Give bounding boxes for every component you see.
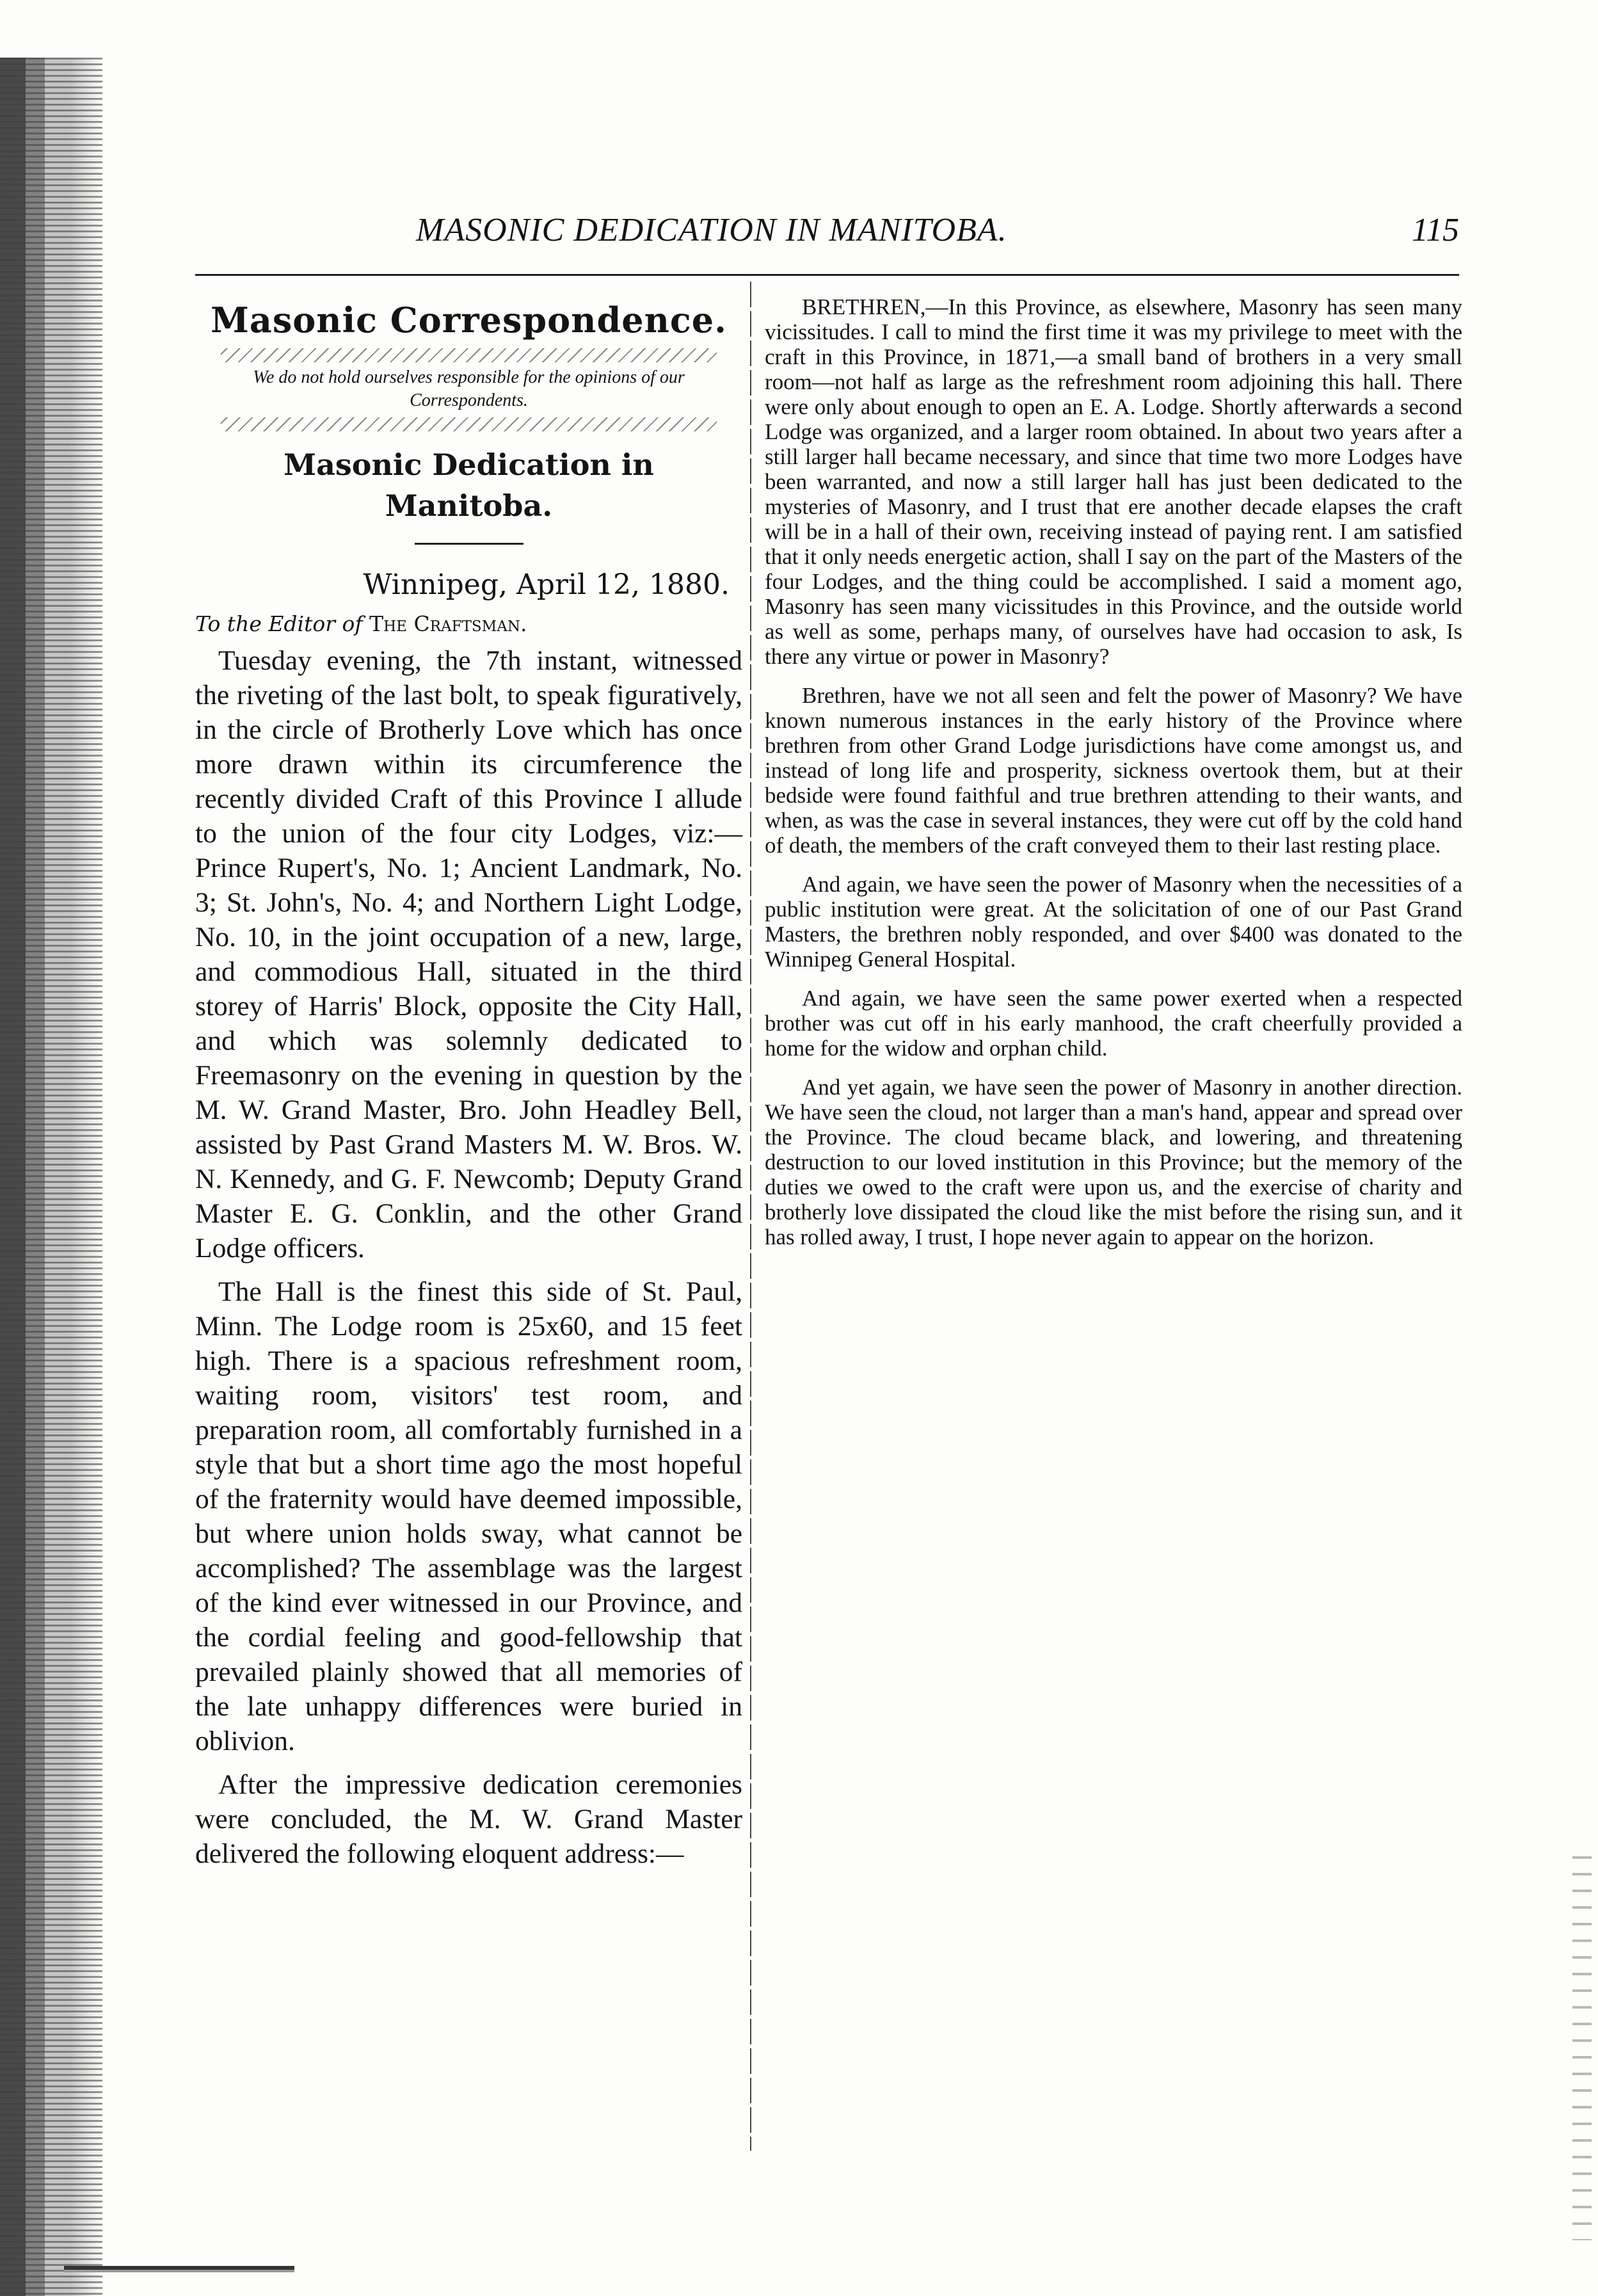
right-body (765, 294, 1462, 1249)
ornamental-rule (221, 417, 717, 431)
paragraph: The Hall is the finest this side of St. Paul, Minn. The Lodge room is 25x60, and 15 feet high. There is a spacious refreshment room, waiting room, visitors' test room, and preparation room, all comfortably furnished in a style that but a short time ago the most hopeful of the fraternity would have deemed impossible, but where union holds sway, what cannot be accomplished? The assemblage was the largest of the kind ever witnessed in our Province, and the cordial feeling and good-fellowship that prevailed plainly showed that all memories of the late unhappy differences were buried in oblivion. (195, 1276, 742, 1756)
left-column (195, 294, 742, 1880)
left-body (195, 643, 742, 1871)
paragraph: And yet again, we have seen the power of Masonry in another direction. We have seen the cloud, not larger than a man's hand, appear and spread over the Province. The cloud became black, and lowering, and threatening destruction to our loved institution in this Province; but the memory of the duties we owed to the craft were upon us, and the exercise of charity and brotherly love dissipated the cloud like the mist before the rising sun, and it has rolled away, I trust, I hope never again to appear on the horizon. (765, 1075, 1462, 1249)
paragraph: Brethren, have we not all seen and felt the power of Masonry? We have known numerous instances in the early history of the Province where brethren from other Grand Lodge jurisdictions have come amongst us, and instead of long life and prosperity, sickness overtook them, but at their bedside were found faithful and true brethren attending to their wants, and when, as was the case in several instances, they were cut off by the cold hand of death, the members of the craft conveyed them to their last resting place. (765, 683, 1462, 858)
paragraph: After the impressive dedication ceremonies were concluded, the M. W. Grand Master delivered the following eloquent address:— (195, 1769, 742, 1869)
paragraph: And again, we have seen the power of Masonry when the necessities of a public institution were great. At the solicitation of one of our Past Grand Masters, the brethren nobly responded, and over $400 was donated to the Winnipeg General Hospital. (765, 872, 1462, 972)
right-column (765, 294, 1462, 1264)
ornamental-rule (221, 348, 717, 362)
binding-gutter (0, 58, 102, 2296)
page-edge-marks (1572, 1856, 1592, 2240)
article-title: Masonic Dedication in Manitoba. (284, 447, 654, 523)
header-rule (195, 274, 1459, 276)
running-header (416, 211, 1459, 262)
binding-gutter-bottom (64, 2266, 294, 2279)
paragraph: Tuesday evening, the 7th instant, witnessed the riveting of the last bolt, to speak figuratively, in the circle of Brotherly Love which has once more drawn within its circumference the recently divided Craft of this Province I allude to the union of the four city Lodges, viz:—Prince Rupert's, No. 1; Ancient Landmark, No. 3; St. John's, No. 4; and Northern Light Lodge, No. 10, in the joint occupation of a new, large, and commodious Hall, situated in the third storey of Harris' Block, opposite the City Hall, and which was solemnly dedicated to Freemasonry on the evening in question by the M. W. Grand Master, Bro. John Headley Bell, assisted by Past Grand Masters M. W. Bros. W. N. Kennedy, and G. F. Newcomb; Deputy Grand Master E. G. Conklin, and the other Grand Lodge officers. (195, 645, 742, 1264)
page-number: 115 (1411, 212, 1459, 248)
column-divider (750, 282, 751, 2151)
editorial-disclaimer: We do not hold ourselves responsible for the opinions of our Correspondents. (253, 367, 685, 410)
running-title: MASONIC DEDICATION IN MANITOBA. (416, 212, 1007, 248)
paragraph: And again, we have seen the same power exerted when a respected brother was cut off in his early manhood, the craft cheerfully provided a home for the widow and orphan child. (765, 986, 1462, 1061)
dateline: Winnipeg, April 12, 1880. (363, 568, 730, 601)
salutation (195, 610, 742, 638)
paragraph: BRETHREN,—In this Province, as elsewhere, Masonry has seen many vicissitudes. I call to mind the first time it was my privilege to meet with the craft in this Province, in 1871,—a small band of brothers in a very small room—not half as large as the refreshment room adjoining this hall. There were only about enough to open an E. A. Lodge. Shortly afterwards a second Lodge was organized, and a larger room obtained. In about two years after a still larger hall became necessary, and since that time two more Lodges have been warranted, and now a still larger hall has just been dedicated to the mysteries of Masonry, and I trust that ere another decade elapses the craft will be in a hall of their own, receiving instead of paying rent. I am satisfied that it only needs energetic action, shall I say on the part of the Masters of the four Lodges, and the thing could be accomplished. I said a moment ago, Masonry has seen many vicissitudes in this Province, and the outside world as well as some, perhaps many, of ourselves have had occasion to ask, Is there any virtue or power in Masonry? (765, 294, 1462, 669)
salutation-prefix: To the Editor of (195, 611, 363, 636)
section-heading: Masonic Correspondence. (211, 300, 727, 341)
salutation-publication: The Craftsman. (369, 611, 527, 636)
title-rule (415, 543, 523, 545)
